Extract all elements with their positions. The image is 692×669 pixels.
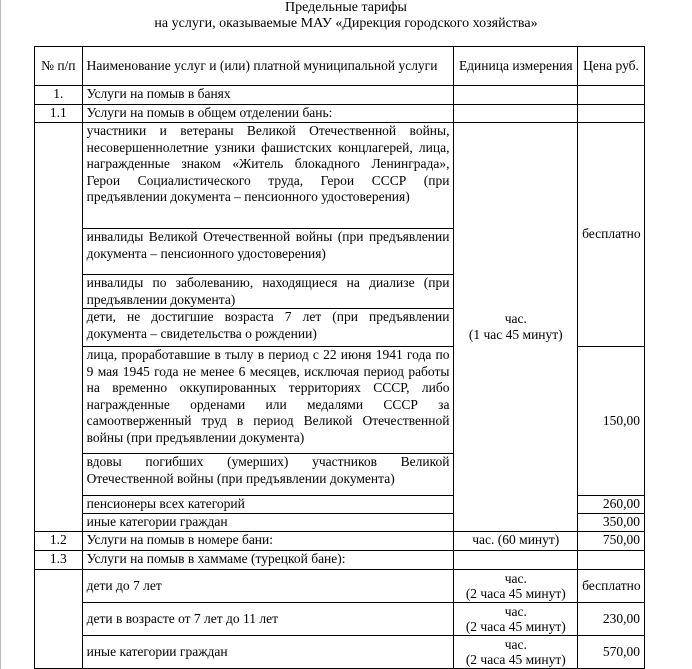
row-price: 260,00 bbox=[578, 496, 645, 514]
free-price-cell: бесплатно bbox=[578, 123, 645, 347]
row-name: Услуги на помыв в номере бани: bbox=[82, 532, 454, 551]
row-unit: час. (60 минут) bbox=[454, 532, 578, 551]
row-price bbox=[578, 551, 645, 570]
row-name: Услуги на помыв в банях bbox=[82, 86, 454, 105]
header-unit: Единица измерения bbox=[454, 47, 578, 86]
row-unit bbox=[454, 105, 578, 123]
table-row bbox=[35, 636, 645, 669]
row-unit-line1: час. bbox=[504, 571, 527, 586]
row-price: 750,00 bbox=[578, 532, 645, 551]
row-unit bbox=[454, 603, 578, 636]
table-row bbox=[35, 123, 645, 229]
row-name: инвалиды Великой Отечественной войны (при предъявлении документа – пенсионного удостоверения) bbox=[82, 229, 454, 275]
table-header-row bbox=[35, 47, 645, 86]
header-name: Наименование услуг и (или) платной муниципальной услуги bbox=[82, 47, 454, 86]
row-unit-line2: (2 часа 45 минут) bbox=[465, 652, 566, 667]
row-num: 1.2 bbox=[35, 532, 83, 551]
table-row bbox=[35, 86, 645, 105]
table-row bbox=[35, 603, 645, 636]
row-name: Услуги на помыв в хаммаме (турецкой бане): bbox=[82, 551, 454, 570]
row-unit-line1: час. bbox=[504, 604, 527, 619]
row-price: 230,00 bbox=[578, 603, 645, 636]
row-unit bbox=[454, 551, 578, 570]
tyl-price-cell: 150,00 bbox=[578, 347, 645, 496]
row-price: 570,00 bbox=[578, 636, 645, 669]
header-price: Цена руб. bbox=[578, 47, 645, 86]
row-name: Услуги на помыв в общем отделении бань: bbox=[82, 105, 454, 123]
row-num: 1.1 bbox=[35, 105, 83, 123]
row-price: 350,00 bbox=[578, 514, 645, 532]
table-row bbox=[35, 551, 645, 570]
table-row bbox=[35, 105, 645, 123]
row-name: лица, проработавшие в тылу в период с 22 июня 1941 года по 9 мая 1945 года не менее 6 месяцев, исключая период работы на временно оккупированных территориях СССР, либо награжденные орденами или медалями СССР за самоотверженный труд в период Великой Отечественной войны (при предъявлении документа) bbox=[82, 347, 454, 454]
row-unit bbox=[454, 86, 578, 105]
row-name: инвалиды по заболеванию, находящиеся на диализе (при предъявлении документа) bbox=[82, 275, 454, 309]
merged-unit-line2: (1 час 45 минут) bbox=[468, 327, 563, 342]
page-left-border bbox=[0, 0, 1, 669]
row-unit-line1: час. bbox=[504, 637, 527, 652]
row-name: участники и ветераны Великой Отечественной войны, несовершеннолетние узники фашистских концлагерей, лица, награжденные знаком «Житель блокадного Ленинграда», Герои Социалистического труда, Герои СССР (при предъявлении документа – пенсионного удостоверения) bbox=[82, 123, 454, 229]
row-name: вдовы погибших (умерших) участников Великой Отечественной войны (при предъявлении документа) bbox=[82, 454, 454, 496]
row-name: дети в возрасте от 7 лет до 11 лет bbox=[82, 603, 454, 636]
row-price bbox=[578, 86, 645, 105]
merged-unit-cell bbox=[454, 123, 578, 532]
row-price: бесплатно bbox=[578, 570, 645, 603]
row-name: дети, не достигшие возраста 7 лет (при предъявлении документа – свидетельства о рождении) bbox=[82, 309, 454, 347]
row-price bbox=[578, 105, 645, 123]
row-unit bbox=[454, 570, 578, 603]
row-name: иные категории граждан bbox=[82, 636, 454, 669]
row-num: 1. bbox=[35, 86, 83, 105]
row-name: дети до 7 лет bbox=[82, 570, 454, 603]
merged-unit-line1: час. bbox=[504, 310, 527, 326]
row-name: иные категории граждан bbox=[82, 514, 454, 532]
row-unit-line2: (2 часа 45 минут) bbox=[465, 619, 566, 634]
document-subtitle: на услуги, оказываемые МАУ «Дирекция городского хозяйства» bbox=[154, 16, 538, 31]
tariff-table bbox=[34, 46, 645, 669]
row-num-empty bbox=[35, 123, 83, 532]
row-num-empty bbox=[35, 570, 83, 669]
row-unit-line2: (2 часа 45 минут) bbox=[465, 586, 566, 601]
table-row bbox=[35, 570, 645, 603]
table-row bbox=[35, 532, 645, 551]
row-num: 1.3 bbox=[35, 551, 83, 570]
header-num: № п/п bbox=[35, 47, 83, 86]
row-unit bbox=[454, 636, 578, 669]
row-name: пенсионеры всех категорий bbox=[82, 496, 454, 514]
document-title: Предельные тарифы bbox=[285, 0, 407, 15]
